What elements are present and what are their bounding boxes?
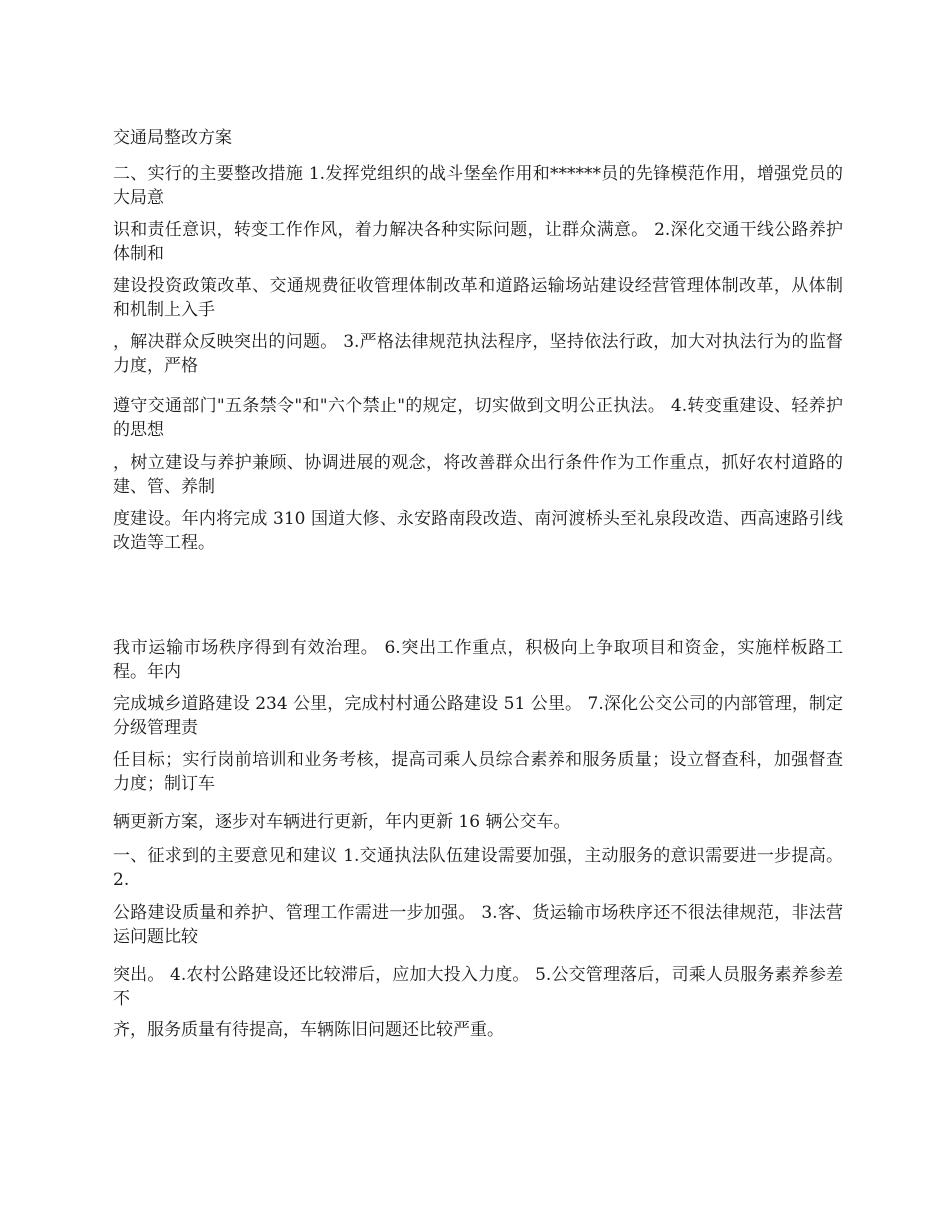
paragraph-results-3: 任目标；实行岗前培训和业务考核，提高司乘人员综合素养和服务质量；设立督查科，加强督查力度；制订车 [113,750,843,794]
paragraph-measures-6: ，树立建设与养护兼顾、协调进展的观念，将改善群众出行条件作为工作重点，抓好农村道路的建、管、养制 [113,453,843,497]
document-title: 交通局整改方案 [113,128,232,148]
paragraph-measures-2: 识和责任意识，转变工作作风，着力解决各种实际问题，让群众满意。 2.深化交通干线公路养护体制和 [113,220,843,264]
paragraph-measures-1: 二、实行的主要整改措施 1.发挥党组织的战斗堡垒作用和******员的先锋模范作用，增强党员的大局意 [113,164,843,208]
paragraph-measures-7: 度建设。年内将完成 310 国道大修、永安路南段改造、南河渡桥头至礼泉段改造、西高速路引线改造等工程。 [113,509,843,553]
paragraph-measures-5: 遵守交通部门"五条禁令"和"六个禁止"的规定，切实做到文明公正执法。 4.转变重建设、轻养护的思想 [113,396,843,440]
paragraph-results-2: 完成城乡道路建设 234 公里，完成村村通公路建设 51 公里。 7.深化公交公司的内部管理，制定分级管理责 [113,694,843,738]
paragraph-opinions-1: 一、征求到的主要意见和建议 1.交通执法队伍建设需要加强，主动服务的意识需要进一步提高。 2. [113,846,843,890]
paragraph-opinions-4: 齐，服务质量有待提高，车辆陈旧问题还比较严重。 [113,1020,504,1040]
paragraph-measures-4: ，解决群众反映突出的问题。 3.严格法律规范执法程序，坚持依法行政，加大对执法行为的监督力度，严格 [113,332,843,376]
paragraph-results-4: 辆更新方案，逐步对车辆进行更新，年内更新 16 辆公交车。 [113,812,571,832]
paragraph-opinions-3: 突出。 4.农村公路建设还比较滞后，应加大投入力度。 5.公交管理落后，司乘人员服务素养参差不 [113,965,843,1009]
paragraph-results-1: 我市运输市场秩序得到有效治理。 6.突出工作重点，积极向上争取项目和资金，实施样板路工程。年内 [113,638,843,682]
paragraph-opinions-2: 公路建设质量和养护、管理工作需进一步加强。 3.客、货运输市场秩序还不很法律规范，非法营运问题比较 [113,903,843,947]
paragraph-measures-3: 建设投资政策改革、交通规费征收管理体制改革和道路运输场站建设经营管理体制改革，从体制和机制上入手 [113,276,843,320]
